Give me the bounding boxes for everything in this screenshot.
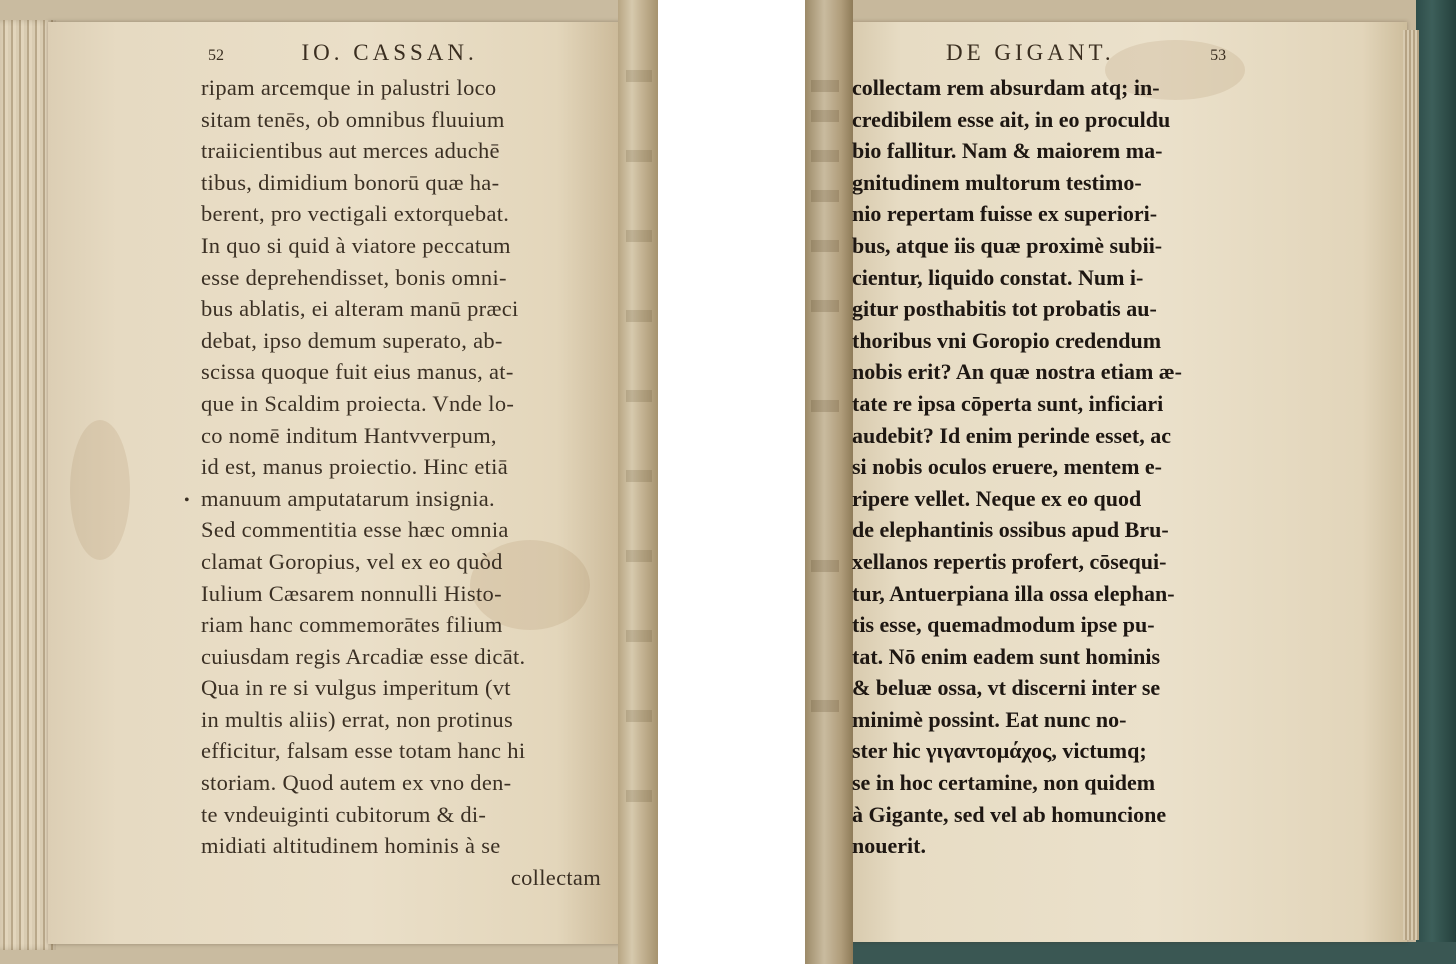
book-gutter [618,0,658,964]
text-line: tis esse, quemadmodum ipse pu- [852,612,1155,638]
right-page-body [852,72,1254,862]
text-line: te vndeuiginti cubitorum & di- [201,801,487,827]
text-line: si nobis oculos eruere, mentem e- [852,454,1162,480]
text-line: co nomē inditum Hantvverpum, [201,422,497,448]
text-line: à Gigante, sed vel ab homuncione [852,801,1167,827]
text-line: se in hoc certamine, non quidem [852,770,1156,796]
text-line: esse deprehendisset, bonis omni- [201,264,507,290]
text-line: nio repertam fuisse ex superiori- [852,201,1158,227]
book-gutter [805,0,853,964]
right-page-number: 53 [1210,47,1227,64]
book-cover-bottom [805,942,1456,964]
text-line: scissa quoque fuit eius manus, at- [201,359,514,385]
text-line: efficitur, falsam esse totam hanc hi [201,738,526,764]
text-line: bus, atque iis quæ proximè subii- [852,232,1163,258]
text-line: riam hanc commemorātes filium [201,612,503,638]
text-line: & beluæ ossa, vt discerni inter se [852,675,1161,701]
text-line: thoribus vni Goropio credendum [852,327,1162,353]
left-page-body [201,72,611,893]
text-line: storiam. Quod autem ex vno den- [201,770,512,796]
right-running-head: DE GIGANT. [946,40,1115,65]
text-line: sitam tenēs, ob omnibus fluuium [201,106,505,132]
text-line: Qua in re si vulgus imperitum (vt [201,675,511,701]
text-line: ripam arcemque in palustri loco [201,75,497,100]
text-line: credibilem esse ait, in eo proculdu [852,106,1171,132]
text-line: de elephantinis ossibus apud Bru- [852,517,1169,543]
text-line: Sed commentitia esse hæc omnia [201,517,509,543]
left-running-head: IO. CASSAN. [301,40,478,65]
text-line: xellanos repertis profert, cōsequi- [852,548,1167,574]
text-line: cientur, liquido constat. Num i- [852,264,1144,290]
text-line: in multis aliis) errat, non protinus [201,706,514,732]
text-line: In quo si quid à viatore peccatum [201,232,511,258]
right-running-header [946,40,1226,66]
text-line: audebit? Id enim perinde esset, ac [852,422,1171,448]
text-line: gnitudinem multorum testimo- [852,169,1142,195]
text-line: berent, pro vectigali extorquebat. [201,201,510,227]
text-line: nouerit. [852,833,926,859]
margin-bullet: • [184,492,190,509]
text-line: gitur posthabitis tot probatis au- [852,296,1157,322]
text-line: tat. Nō enim eadem sunt hominis [852,643,1161,669]
paper-stain [70,420,130,560]
text-line: tate re ipsa cōperta sunt, inficiari [852,390,1164,416]
text-line: traiicientibus aut merces aduchē [201,138,500,164]
book-cover [1416,0,1456,964]
text-line: que in Scaldim proiecta. Vnde lo- [201,390,515,416]
text-line: ripere vellet. Neque ex eo quod [852,485,1142,511]
text-line: minimè possint. Eat nunc no- [852,706,1127,732]
catchword: collectam [510,864,601,890]
text-line: Iulium Cæsarem nonnulli Histo- [201,580,502,606]
page-edges [1403,30,1419,940]
text-line: tur, Antuerpiana illa ossa elephan- [852,580,1175,606]
text-line: manuum amputatarum insignia. [201,485,495,511]
text-line: debat, ipso demum superato, ab- [201,327,503,353]
text-line: nobis erit? An quæ nostra etiam æ- [852,359,1183,385]
text-line: clamat Goropius, vel ex eo quòd [201,548,503,574]
text-line: ster hic γιγαντομάχος, victumq; [852,738,1147,764]
left-running-header [208,40,478,66]
text-line: cuiusdam regis Arcadiæ esse dicāt. [201,643,526,669]
text-line: id est, manus proiectio. Hinc etiā [201,454,508,480]
text-line: bio fallitur. Nam & maiorem ma- [852,138,1163,164]
left-page-number: 52 [208,47,224,64]
text-line: collectam rem absurdam atq; in- [852,75,1160,100]
text-line: midiati altitudinem hominis à se [201,833,501,859]
text-line: tibus, dimidium bonorū quæ ha- [201,169,500,195]
text-line: bus ablatis, ei alteram manū præci [201,296,519,322]
